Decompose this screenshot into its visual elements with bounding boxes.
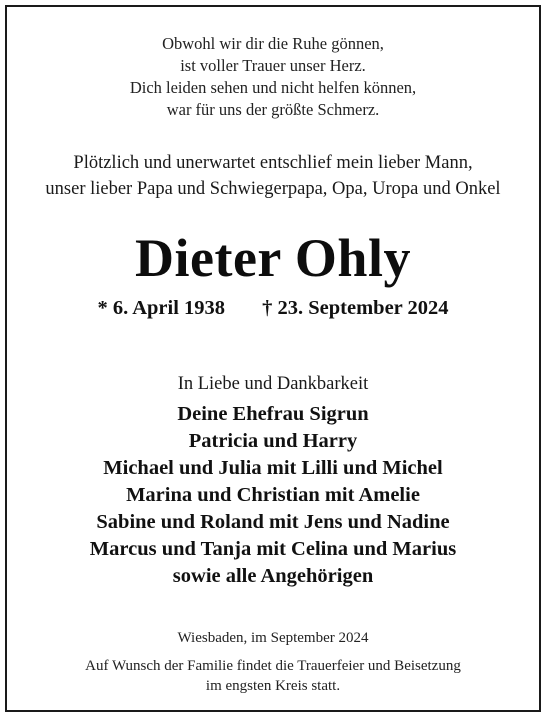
notice-line: Auf Wunsch der Familie findet die Trauerfeier und Beisetzung bbox=[85, 658, 461, 674]
verse-line: Dich leiden sehen und nicht helfen können, bbox=[129, 78, 417, 97]
obituary-frame bbox=[5, 5, 541, 712]
mourner-entry: sowie alle Angehörigen bbox=[172, 565, 374, 587]
funeral-notice bbox=[7, 656, 539, 696]
mourner-entry: Marina und Christian mit Amelie bbox=[126, 484, 420, 506]
deceased-name: Dieter Ohly bbox=[135, 228, 411, 288]
memorial-verse bbox=[7, 33, 539, 121]
mourner-entry: Sabine und Roland mit Jens und Nadine bbox=[96, 511, 450, 533]
mourners-list bbox=[7, 401, 539, 590]
intro-line: Plötzlich und unerwartet entschlief mein lieber Mann, bbox=[73, 153, 473, 173]
verse-line: ist voller Trauer unser Herz. bbox=[180, 56, 366, 75]
mourner-entry: Michael und Julia mit Lilli und Michel bbox=[103, 457, 443, 479]
death-announcement-intro bbox=[7, 150, 539, 202]
life-dates bbox=[7, 293, 539, 323]
mourner-entry: Deine Ehefrau Sigrun bbox=[177, 403, 369, 425]
death-date: † 23. September 2024 bbox=[262, 297, 449, 319]
mourner-entry: Patricia und Harry bbox=[188, 430, 358, 452]
verse-line: war für uns der größte Schmerz. bbox=[166, 100, 380, 119]
verse-line: Obwohl wir dir die Ruhe gönnen, bbox=[162, 34, 384, 53]
gratitude-line: In Liebe und Dankbarkeit bbox=[177, 374, 369, 394]
place-and-date: Wiesbaden, im September 2024 bbox=[177, 630, 369, 646]
notice-line: im engsten Kreis statt. bbox=[205, 678, 341, 694]
birth-date: * 6. April 1938 bbox=[97, 297, 226, 319]
mourner-entry: Marcus und Tanja mit Celina und Marius bbox=[89, 538, 457, 560]
intro-line: unser lieber Papa und Schwiegerpapa, Opa, Uropa und Onkel bbox=[45, 179, 501, 199]
